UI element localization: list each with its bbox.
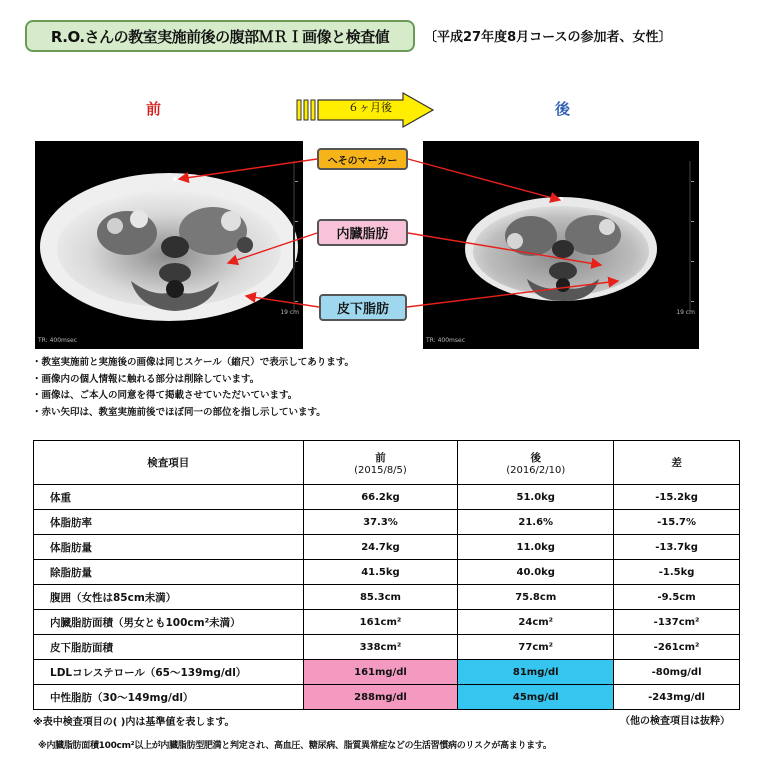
cell-diff: -243mg/dl [614,685,740,710]
cell-after: 77cm² [458,635,614,660]
cell-before: 24.7kg [303,535,458,560]
note-item: ・画像は、ご本人の同意を得て掲載させていただいています。 [32,390,298,401]
cell-before: 66.2kg [303,485,458,510]
cell-before: 85.3cm [303,585,458,610]
cell-item: 体脂肪率 [34,510,304,535]
cell-diff: -15.7% [614,510,740,535]
cell-item: 体重 [34,485,304,510]
col-header-after-date: (2016/2/10) [506,464,566,476]
cell-after: 21.6% [458,510,614,535]
cell-before: 338cm² [303,635,458,660]
cell-before: 37.3% [303,510,458,535]
cell-before: 161cm² [303,610,458,635]
table-row [34,510,740,535]
cell-item: LDLコレステロール（65～139mg/dl） [34,660,304,685]
subcutaneous-fat-callout: 皮下脂肪 [319,294,407,321]
table-row [34,635,740,660]
cell-item: 腹囲（女性は85cm未満） [34,585,304,610]
subcutaneous-pointer-before [246,296,319,307]
visceral-fat-callout: 内臓脂肪 [317,219,408,246]
cell-after: 24cm² [458,610,614,635]
cell-item: 中性脂肪（30～149mg/dl） [34,685,304,710]
results-table [33,440,740,710]
cell-after: 51.0kg [458,485,614,510]
cell-before-high: 161mg/dl [303,660,458,685]
cell-diff: -1.5kg [614,560,740,585]
navel-pointer-before [179,159,317,179]
cell-diff: -13.7kg [614,535,740,560]
col-header-diff: 差 [614,441,740,485]
page-title: R.O.さんの教室実施前後の腹部ＭＲＩ画像と検査値 [25,20,415,52]
note-item: ・教室実施前と実施後の画像は同じスケール（縮尺）で表示してあります。 [32,357,355,368]
table-row [34,660,740,685]
note-item: ・赤い矢印は、教室実施前後でほぼ同一の部位を指し示しています。 [32,406,326,418]
scale-label: 19 cm [280,309,299,316]
cell-diff: -261cm² [614,635,740,660]
col-header-before [303,441,458,485]
table-row [34,560,740,585]
notes [32,355,354,421]
table-row [34,535,740,560]
mri-caption: TR: 400msec [38,337,77,344]
visceral-pointer-after [408,233,601,265]
table-row [34,485,740,510]
cell-before: 41.5kg [303,560,458,585]
mri-caption: TR: 400msec [426,337,465,344]
cell-diff: -9.5cm [614,585,740,610]
cell-after: 75.8cm [458,585,614,610]
before-label: 前 [146,100,162,118]
cell-diff: -80mg/dl [614,660,740,685]
table-header-row [34,441,740,485]
cell-item: 内臓脂肪面積（男女とも100cm²未満） [34,610,304,635]
cell-item: 体脂肪量 [34,535,304,560]
footnote-reference: ※表中検査項目の( )内は基準値を表します。 [33,717,235,728]
table-row [34,585,740,610]
cell-item: 除脂肪量 [34,560,304,585]
col-header-after-label: 後 [530,451,541,464]
arrow-label: ６ヶ月後 [348,101,392,114]
col-header-item: 検査項目 [34,441,304,485]
navel-pointer-after [408,159,560,200]
after-label: 後 [555,100,571,118]
footnote-excerpt: （他の検査項目は抜粋） [620,716,730,727]
table-row [34,685,740,710]
cell-after-normal: 81mg/dl [458,660,614,685]
footnote-risk: ※内臓脂肪面積100cm²以上が内臓脂肪型肥満と判定され、高血圧、糖尿病、脂質異常症などの生活習慣病のリスクが高まります。 [38,741,552,751]
subcutaneous-pointer-after [407,281,618,307]
note-item: ・画像内の個人情報に触れる部分は削除しています。 [32,373,260,385]
navel-marker-callout: へそのマーカー [317,148,408,170]
cell-diff: -15.2kg [614,485,740,510]
cell-after-normal: 45mg/dl [458,685,614,710]
col-header-after [458,441,614,485]
cell-item: 皮下脂肪面積 [34,635,304,660]
cell-after: 40.0kg [458,560,614,585]
col-header-before-label: 前 [375,451,386,464]
cell-after: 11.0kg [458,535,614,560]
page-subtitle: 〔平成27年度8月コースの参加者、女性〕 [424,30,672,45]
table-row [34,610,740,635]
cell-diff: -137cm² [614,610,740,635]
visceral-pointer-before [228,233,317,263]
col-header-before-date: (2015/8/5) [354,464,407,476]
cell-before-high: 288mg/dl [303,685,458,710]
scale-label: 19 cm [676,309,695,316]
